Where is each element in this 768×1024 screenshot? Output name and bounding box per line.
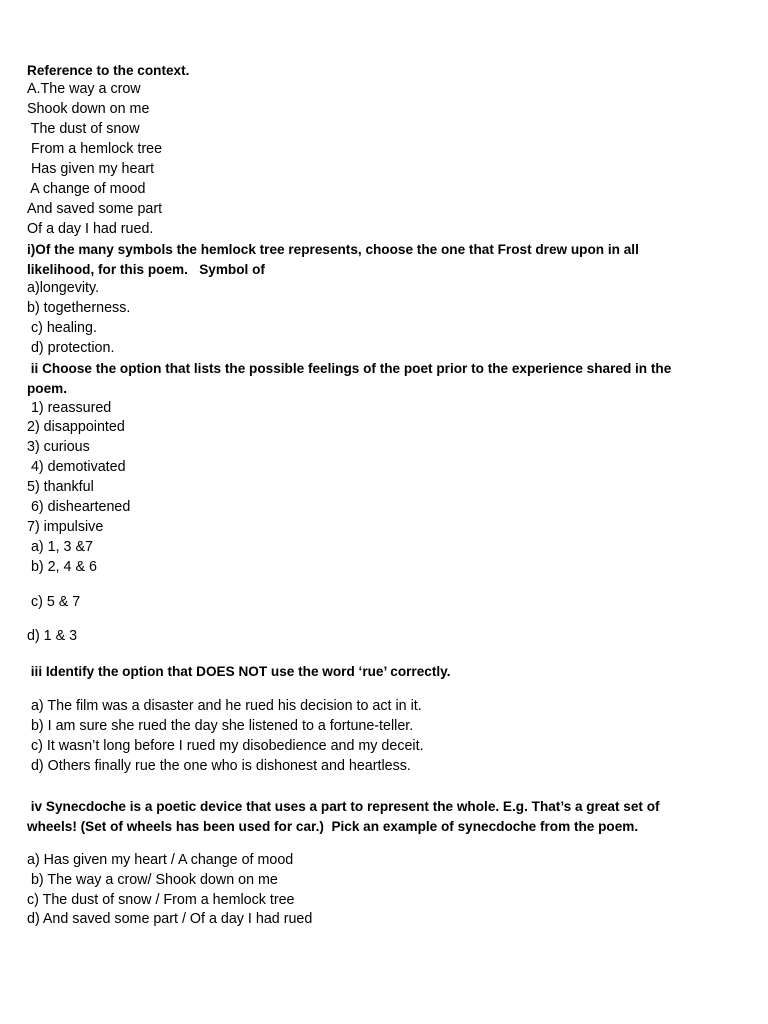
question-1-text: likelihood, for this poem. Symbol of bbox=[27, 262, 265, 277]
question-2-item: 2) disappointed bbox=[27, 419, 125, 435]
section-heading: Reference to the context. bbox=[27, 63, 190, 78]
question-2-item: 6) disheartened bbox=[27, 499, 131, 515]
question-4-option: d) And saved some part / Of a day I had rued bbox=[27, 911, 313, 927]
question-2-item: 7) impulsive bbox=[27, 519, 104, 535]
question-2-item: 1) reassured bbox=[27, 400, 112, 416]
question-1-option: d) protection. bbox=[27, 340, 115, 356]
question-2-item: 4) demotivated bbox=[27, 459, 126, 475]
question-2-option: c) 5 & 7 bbox=[27, 594, 81, 610]
question-4-option: b) The way a crow/ Shook down on me bbox=[27, 872, 278, 888]
poem-line bbox=[27, 80, 760, 99]
question-2-text: ii Choose the option that lists the possible feelings of the poet prior to the experience shared in the bbox=[27, 361, 672, 376]
poem-label: A. bbox=[27, 81, 41, 97]
poem-line: The dust of snow bbox=[27, 121, 140, 137]
question-4-option: a) Has given my heart / A change of mood bbox=[27, 852, 294, 868]
question-2-option: d) 1 & 3 bbox=[27, 628, 78, 644]
question-3-option: b) I am sure she rued the day she listened to a fortune-teller. bbox=[27, 718, 414, 734]
question-3-text: iii Identify the option that DOES NOT use the word ‘rue’ correctly. bbox=[27, 664, 451, 679]
poem-line-text: The way a crow bbox=[40, 81, 141, 97]
poem-line: Has given my heart bbox=[27, 161, 155, 177]
question-1-option: b) togetherness. bbox=[27, 300, 131, 316]
question-2-text: poem. bbox=[27, 381, 68, 396]
poem-line: Of a day I had rued. bbox=[27, 221, 154, 237]
poem-line: From a hemlock tree bbox=[27, 141, 163, 157]
poem-line: Shook down on me bbox=[27, 101, 150, 117]
question-1-option: a)longevity. bbox=[27, 280, 100, 296]
question-2-item: 5) thankful bbox=[27, 479, 94, 495]
poem-line: A change of mood bbox=[27, 181, 146, 197]
question-3-option: d) Others finally rue the one who is dishonest and heartless. bbox=[27, 758, 411, 774]
question-4-option: c) The dust of snow / From a hemlock tree bbox=[27, 892, 295, 908]
question-3-option: a) The film was a disaster and he rued his decision to act in it. bbox=[27, 698, 422, 714]
question-1-option: c) healing. bbox=[27, 320, 97, 336]
question-4-text: iv Synecdoche is a poetic device that uses a part to represent the whole. E.g. That’s a great set of bbox=[27, 799, 660, 814]
question-2-item: 3) curious bbox=[27, 439, 90, 455]
question-3-option: c) It wasn’t long before I rued my disobedience and my deceit. bbox=[27, 738, 424, 754]
poem-line: And saved some part bbox=[27, 201, 163, 217]
question-1-text: i)Of the many symbols the hemlock tree represents, choose the one that Frost drew upon in all bbox=[27, 242, 639, 257]
question-4-text: wheels! (Set of wheels has been used for car.) Pick an example of synecdoche from the poem. bbox=[27, 819, 639, 834]
question-2-option: b) 2, 4 & 6 bbox=[27, 559, 97, 575]
question-2-option: a) 1, 3 &7 bbox=[27, 539, 93, 555]
